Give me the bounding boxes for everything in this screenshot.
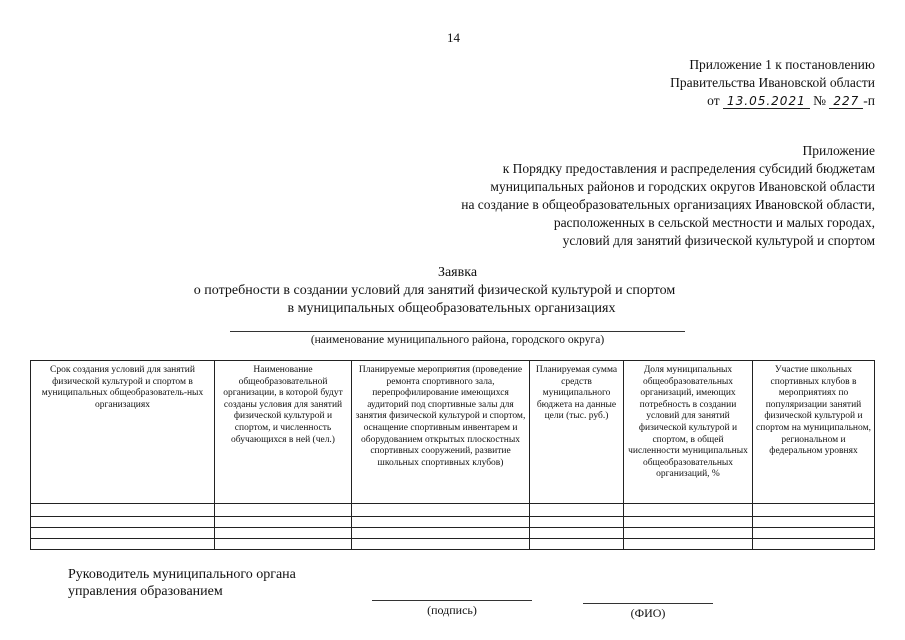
- decree-date-number: [670, 92, 875, 110]
- table-header-row: [31, 361, 875, 504]
- table-cell[interactable]: [31, 504, 215, 517]
- name-blank-line: [583, 603, 713, 604]
- column-header-organization: Наименование общеобразовательной организации, в которой будут созданы условия для занятий физической культурой и спортом, и численность обучающихся в ней (чел.): [215, 361, 352, 504]
- signatory-line: Руководитель муниципального органа: [68, 567, 296, 582]
- request-table: [30, 360, 875, 550]
- table-cell[interactable]: [215, 539, 352, 550]
- signatory-line: управления образованием: [68, 584, 223, 599]
- table-cell[interactable]: [753, 504, 875, 517]
- table-cell[interactable]: [31, 528, 215, 539]
- table-cell[interactable]: [352, 504, 530, 517]
- title-line: о потребности в создании условий для занятий физической культурой и спортом: [193, 283, 676, 298]
- table-cell[interactable]: [31, 539, 215, 550]
- annex-2-line: условий для занятий физической культурой и спортом: [562, 233, 875, 248]
- title-line: Заявка: [437, 265, 478, 280]
- column-header-sport-clubs: Участие школьных спортивных клубов в мероприятиях по популяризации занятий физической культурой и спортом на муниципальном, региональном и федеральном уровнях: [753, 361, 875, 504]
- table-cell[interactable]: [530, 528, 624, 539]
- annex-2-header: [461, 142, 875, 250]
- annex-2-line: на создание в общеобразовательных организациях Ивановской области,: [461, 197, 875, 212]
- number-suffix: -п: [863, 93, 875, 108]
- table-cell[interactable]: [352, 517, 530, 528]
- handwritten-date: 13.05.2021: [723, 94, 810, 109]
- annex-2-line: к Порядку предоставления и распределения субсидий бюджетам: [502, 161, 875, 176]
- annex-2-heading: Приложение: [802, 143, 875, 158]
- municipality-blank-line: [230, 331, 685, 332]
- table-row: [31, 517, 875, 528]
- table-row: [31, 539, 875, 550]
- annex-1-line: Правительства Ивановской области: [670, 75, 875, 90]
- table-cell[interactable]: [31, 517, 215, 528]
- annex-2-line: расположенных в сельской местности и малых городах,: [553, 215, 875, 230]
- table-cell[interactable]: [624, 528, 753, 539]
- column-header-deadline: Срок создания условий для занятий физической культурой и спортом в муниципальных общеобразователь-ных организациях: [31, 361, 215, 504]
- municipality-caption: (наименование муниципального района, городского округа): [310, 334, 605, 346]
- column-header-activities: Планируемые мероприятия (проведение ремонта спортивного зала, перепрофилирование имеющихся аудиторий под спортивные залы для занятия физической культурой и спортом, оснащение спортивным инвентарем и оборудованием открытых плоскостных спортивных сооружений, развитие школьных спортивных клубов): [352, 361, 530, 504]
- table-cell[interactable]: [530, 504, 624, 517]
- table-cell[interactable]: [753, 528, 875, 539]
- annex-1-line: Приложение 1 к постановлению: [689, 57, 875, 72]
- name-caption: (ФИО): [630, 606, 666, 620]
- table-cell[interactable]: [624, 517, 753, 528]
- annex-1-header: [670, 56, 875, 110]
- table-cell[interactable]: [530, 517, 624, 528]
- table-cell[interactable]: [352, 539, 530, 550]
- signature-caption: (подпись): [427, 603, 477, 617]
- signatory-title: [68, 566, 296, 600]
- document-title: [0, 264, 905, 318]
- table-row: [31, 528, 875, 539]
- number-sign: №: [813, 93, 826, 108]
- page-number: 14: [447, 30, 460, 45]
- table-cell[interactable]: [352, 528, 530, 539]
- table-cell[interactable]: [624, 539, 753, 550]
- handwritten-number: 227: [829, 94, 863, 109]
- table-cell[interactable]: [215, 528, 352, 539]
- table-row: [31, 504, 875, 517]
- from-label: от: [707, 93, 720, 108]
- table-cell[interactable]: [624, 504, 753, 517]
- table-cell[interactable]: [530, 539, 624, 550]
- table-cell[interactable]: [215, 517, 352, 528]
- signature-blank-line: [372, 600, 532, 601]
- title-line: в муниципальных общеобразовательных организациях: [287, 301, 616, 316]
- annex-2-line: муниципальных районов и городских округов Ивановской области: [490, 179, 875, 194]
- column-header-share: Доля муниципальных общеобразовательных организаций, имеющих потребность в создании условий для занятий физической культурой и спортом, в общей численности муниципальных общеобразовательных организаций, %: [624, 361, 753, 504]
- table-cell[interactable]: [753, 539, 875, 550]
- table-cell[interactable]: [753, 517, 875, 528]
- table-cell[interactable]: [215, 504, 352, 517]
- column-header-budget: Планируемая сумма средств муниципального бюджета на данные цели (тыс. руб.): [530, 361, 624, 504]
